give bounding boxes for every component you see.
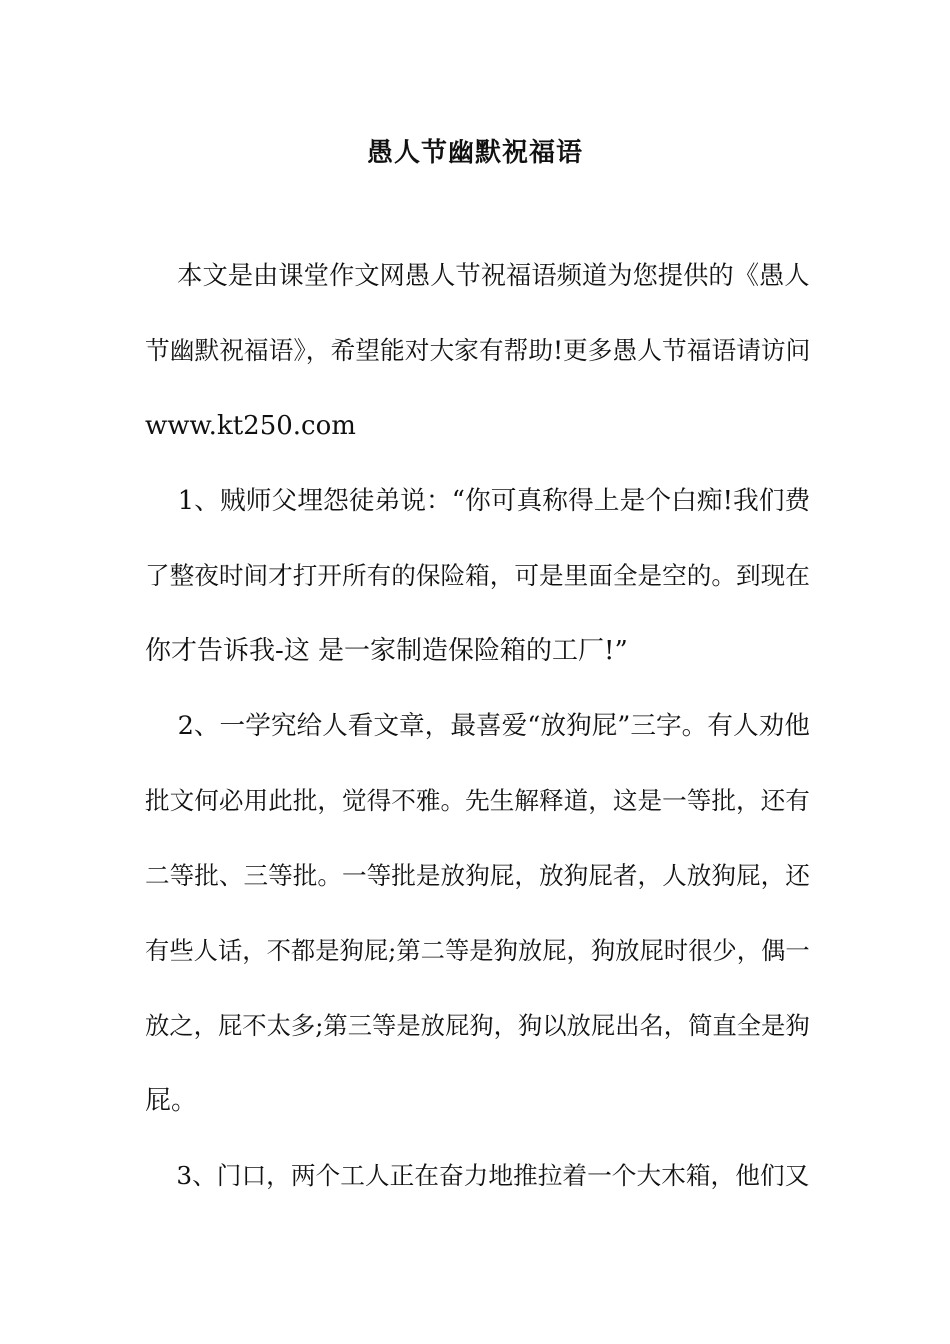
item-2-line-1: 2、一学究给人看文章，最喜爱“放狗屁”三字。有人劝他 — [145, 711, 810, 741]
intro-line-1: 本文是由课堂作文网愚人节祝福语频道为您提供的《愚人 — [145, 261, 810, 290]
intro-line-2: 节幽默祝福语》，希望能对大家有帮助!更多愚人节福语请访问 — [145, 336, 811, 365]
item-3-line-1: 3、门口，两个工人正在奋力地推拉着一个大木箱，他们又 — [145, 1161, 810, 1190]
item-1-line-3: 你才告诉我-这 是一家制造保险箱的工厂!” — [145, 636, 628, 666]
intro-link-line: www.kt250.com — [145, 411, 356, 441]
item-1-line-2: 了整夜时间才打开所有的保险箱，可是里面全是空的。到现在 — [145, 561, 810, 590]
item-2-line-2: 批文何必用此批，觉得不雅。先生解释道，这是一等批，还有 — [145, 786, 810, 815]
item-2-line-3: 二等批、三等批。一等批是放狗屁，放狗屁者，人放狗屁，还 — [145, 861, 810, 890]
page-title: 愚人节幽默祝福语 — [366, 138, 583, 168]
item-2-line-5: 放之，屁不太多;第三等是放屁狗，狗以放屁出名，简直全是狗 — [145, 1011, 810, 1040]
item-2-line-4: 有些人话，不都是狗屁;第二等是狗放屁，狗放屁时很少，偶一 — [145, 936, 810, 965]
item-2-line-6: 屁。 — [145, 1086, 198, 1116]
item-1-line-1: 1、贼师父埋怨徒弟说：“你可真称得上是个白痴!我们费 — [145, 486, 811, 516]
